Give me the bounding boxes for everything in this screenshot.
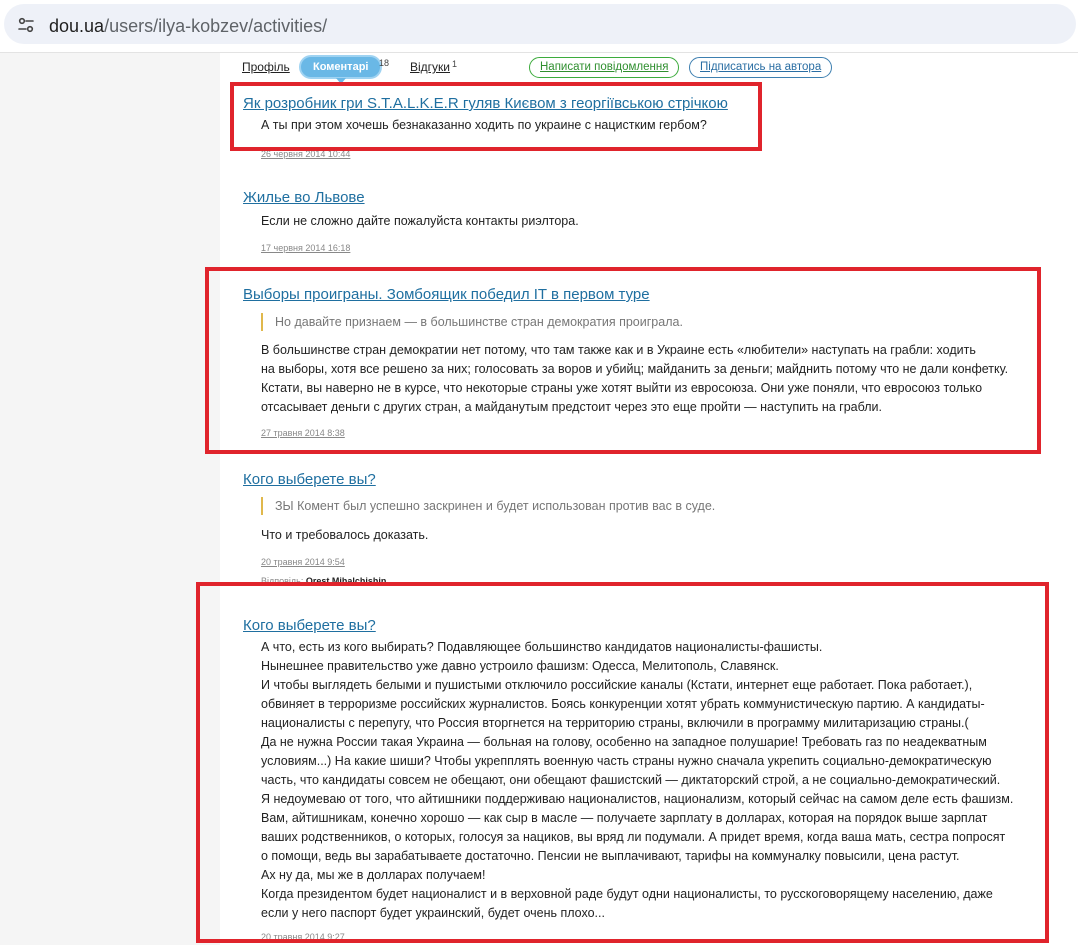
text-line: условиям...) На какие шиши? Чтобы укрепплять военную часть страны нужно сначала укрепить социально-демократическую [261,754,992,768]
text-line: Нынешнее правительство уже давно устроило фашизм: Одесса, Мелитополь, Славянск. [261,659,779,673]
reply-to [261,576,386,586]
text-line: Когда президентом будет националист и в верховной раде будут одни националисты, то русскоговорящему населению, даже [261,887,993,901]
text-line: часть, что кандидаты совсем не обещают, они обещают фашистский — диктаторский строй, а не социально-демократический. [261,773,1001,787]
text-line: если у него паспорт будет украинский, будет очень плохо... [261,906,605,920]
url-text[interactable] [49,16,327,37]
entry-title[interactable]: Кого выберете вы? [243,471,376,488]
text-line: обвиняет в терроризме российских журналистов. Боясь конкуренции хотят убрать коммунистическую партию. А кандидаты- [261,697,985,711]
entry-title[interactable]: Як розробник гри S.T.A.L.K.E.R гуляв Києвом з георгіївською стрічкою [243,95,728,112]
comment-text [261,638,1031,923]
comment-date[interactable]: 27 травня 2014 8:38 [261,428,345,438]
entry-title[interactable]: Выборы проиграны. Зомбоящик победил IT в первом туре [243,286,650,303]
comment-text: А ты при этом хочешь безнаказанно ходить по украине с нацистким гербом? [261,118,707,132]
entry-title[interactable]: Жилье во Львове [243,189,365,206]
reviews-count: 1 [452,59,458,69]
text-line: на выборы, хотя все решено за них; голосовать за воров и убийц; майданить за деньги; майднить потому что не дали конфетку. [261,362,1009,376]
text-line: Да не нужна России такая Украина — больная на голову, особенно на западное полушарие! Требовать газ по неадекватным [261,735,987,749]
text-line: националисты с перепугу, что Россия вторгнется на территорию страны, включили в программу милитаризацию страны.( [261,716,969,730]
subscribe-button[interactable]: Підписатись на автора [689,57,832,78]
comment-text: Что и требовалось доказать. [261,528,429,542]
comment-date[interactable]: 26 червня 2014 10:44 [261,149,351,159]
comment-date[interactable]: 20 травня 2014 9:27 [261,932,345,942]
comment-text: Если не сложно дайте пожалуйста контакты риэлтора. [261,214,579,228]
text-line: Вам, айтишникам, конечно хорошо — как сыр в масле — получаете зарплату в долларах, которая на порядок выше зарплат [261,811,988,825]
url-path: /users/ilya-kobzev/activities/ [104,16,328,36]
write-message-button[interactable]: Написати повідомлення [529,57,679,78]
url-domain: dou.ua [49,16,105,36]
comment-text [261,341,1031,417]
comment-date[interactable]: 17 червня 2014 16:18 [261,243,351,253]
tab-profile[interactable]: Профіль [242,60,290,74]
text-line: Ах ну да, мы же в долларах получаем! [261,868,486,882]
left-gutter [0,53,220,945]
text-line: И чтобы выглядеть белыми и пушистыми отключило российские каналы (Кстати, интернет еще работает. Пока работает.), [261,678,973,692]
entry-title[interactable]: Кого выберете вы? [243,617,376,634]
comment-date[interactable]: 20 травня 2014 9:54 [261,557,345,567]
text-line: о помощи, ведь вы зарабатываете достаточно. Пенсии не выплачивают, тарифы на коммуналку повысили, цена растут. [261,849,960,863]
comments-count: 18 [379,58,390,68]
tab-comments[interactable]: Коментарі [299,55,382,79]
text-line: А что, есть из кого выбирать? Подавляющее большинство кандидатов националисты-фашисты. [261,640,823,654]
text-line: Я недоумеваю от того, что айтишники поддерживаю националистов, национализм, который сейчас на самом деле есть фашизм. [261,792,1014,806]
text-line: В большинстве стран демократии нет потому, что там также как и в Украине есть «любители» наступать на грабли: ходить [261,343,976,357]
text-line: отсасывает деньги с других стран, а майданутым предстоит через это еще пройти — наступить на грабли. [261,400,882,414]
tab-reviews[interactable]: Відгуки [410,60,451,74]
text-line: Кстати, вы наверно не в курсе, что некоторые страны уже хотят выйти из евросоюза. Они уже поняли, что евросоюз только [261,381,983,395]
reply-author[interactable]: Orest Mihalchishin [305,576,387,586]
quoted-text: ЗЫ Комент был успешно заскринен и будет использован против вас в суде. [261,497,715,515]
reply-label: Відповідь: [261,576,304,586]
browser-address-bar [0,0,1078,52]
tune-icon[interactable] [12,11,40,39]
quoted-text: Но давайте признаем — в большинстве стран демократия проиграла. [261,313,683,331]
omnibox[interactable] [4,4,1076,44]
text-line: ваших родственников, о которых, голосуя за нациков, вы вряд ли подумали. А придет время, когда ваша мать, сестра попросят [261,830,1006,844]
